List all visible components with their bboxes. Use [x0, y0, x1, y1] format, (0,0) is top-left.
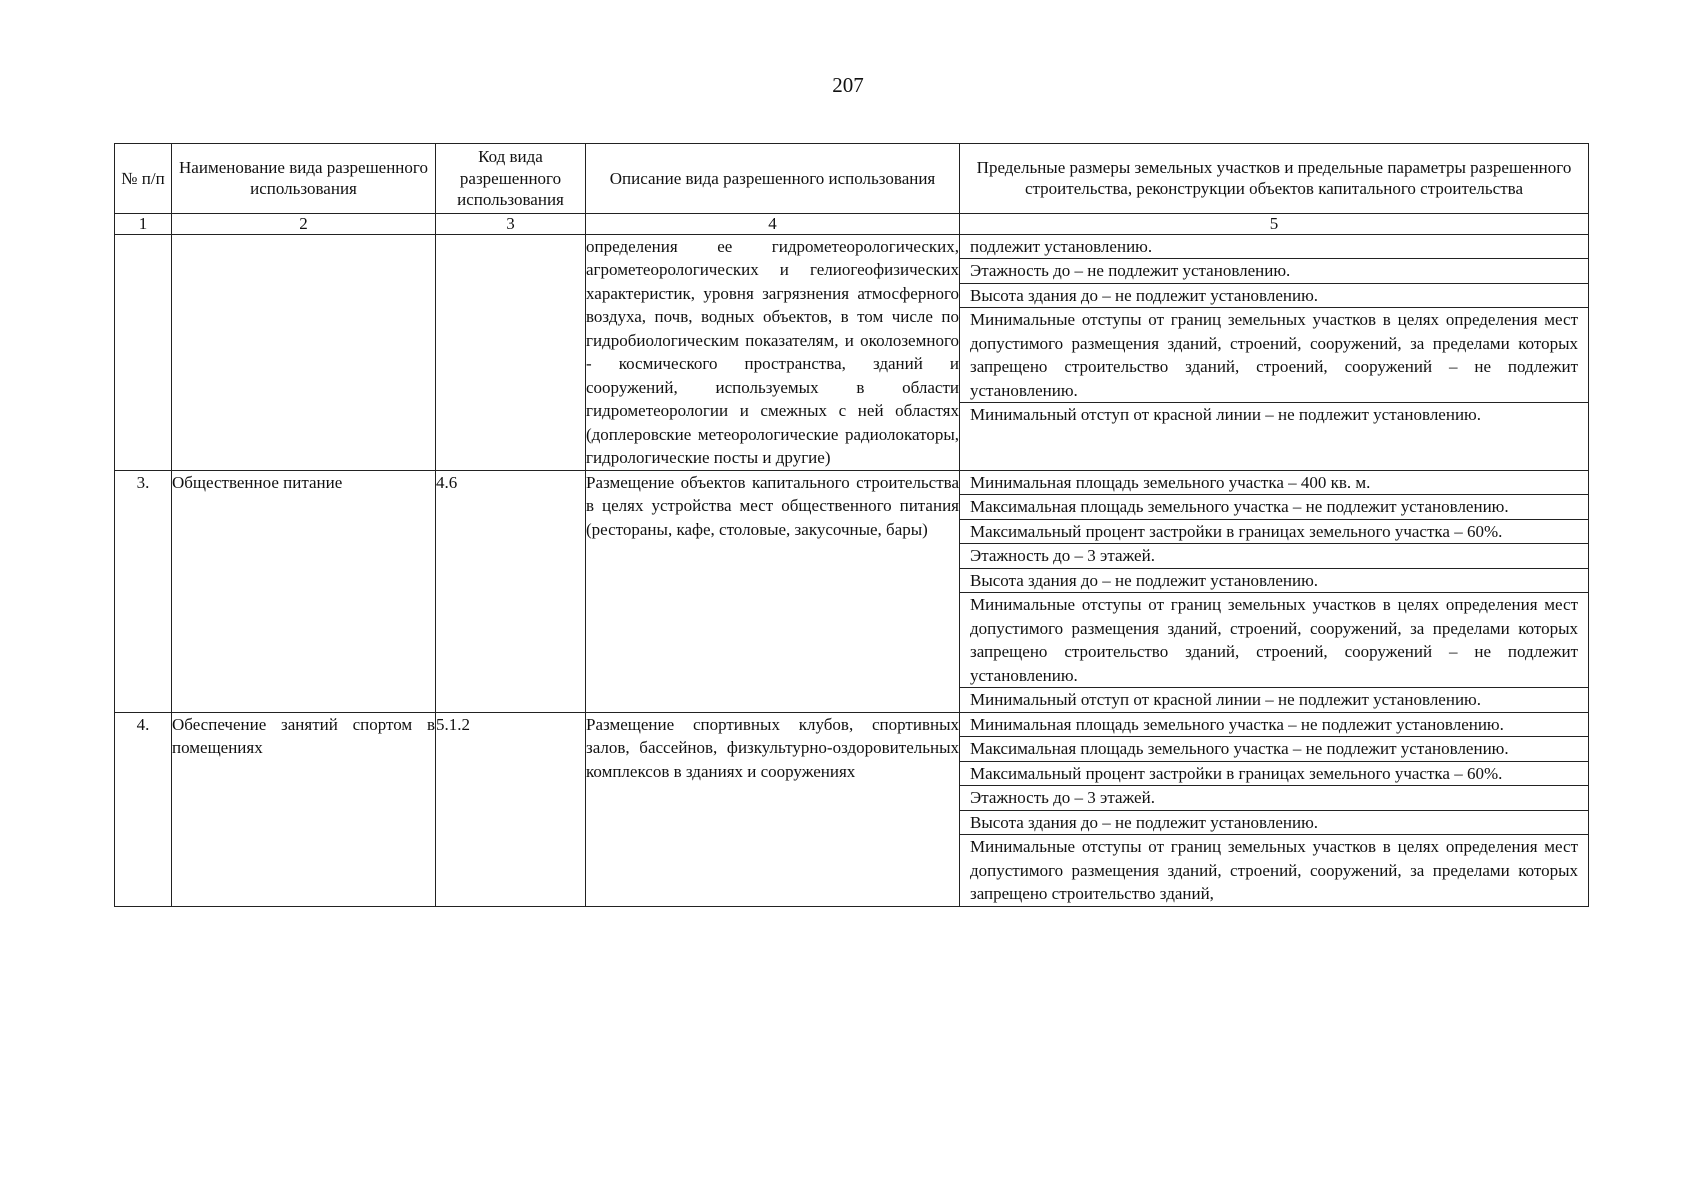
- limit-item: Максимальный процент застройки в границах земельного участка – 60%.: [960, 520, 1588, 545]
- column-number: 3: [436, 213, 586, 234]
- limit-item: Высота здания до – не подлежит установлению.: [960, 811, 1588, 836]
- regulations-table: [114, 143, 1589, 907]
- use-code: [436, 234, 586, 470]
- header-limits: Предельные размеры земельных участков и предельные параметры разрешенного строительства, реконструкции объектов капитального строительства: [960, 144, 1589, 214]
- table-row: [115, 234, 1589, 470]
- use-name: Общественное питание: [172, 470, 436, 712]
- use-description: определения ее гидрометеорологических, агрометеорологических и гелиогеофизических характеристик, уровня загрязнения атмосферного воздуха, почв, водных объектов, в том числе по гидробиологическим показателям, и околоземного - космического пространства, зданий и сооружений, используемых в области гидрометеорологии и смежных с ней областях (доплеровские метеорологические радиолокаторы, гидрологические посты и другие): [586, 234, 960, 470]
- column-number: 5: [960, 213, 1589, 234]
- header-use-name: Наименование вида разрешенного использования: [172, 144, 436, 214]
- row-number: 4.: [115, 712, 172, 906]
- limit-item: Минимальный отступ от красной линии – не подлежит установлению.: [970, 690, 1481, 709]
- table-row: [115, 470, 1589, 712]
- header-use-code: Код вида разрешенного использования: [436, 144, 586, 214]
- limits-cell: [960, 470, 1589, 712]
- limit-item: Минимальная площадь земельного участка – 400 кв. м.: [960, 471, 1588, 496]
- use-code: 5.1.2: [436, 712, 586, 906]
- limit-item: Высота здания до – не подлежит установлению.: [960, 569, 1588, 594]
- column-number: 1: [115, 213, 172, 234]
- use-name: [172, 234, 436, 470]
- header-use-description: Описание вида разрешенного использования: [586, 144, 960, 214]
- table-row: [115, 712, 1589, 906]
- limit-item: Минимальная площадь земельного участка – не подлежит установлению.: [960, 713, 1588, 738]
- limit-item: Минимальные отступы от границ земельных участков в целях определения мест допустимого размещения зданий, строений, сооружений, за пределами которых запрещено строительство зданий, строений, сооружений – не подлежит установлению.: [960, 593, 1588, 688]
- table-header-row: [115, 144, 1589, 214]
- limit-item: Этажность до – не подлежит установлению.: [960, 259, 1588, 284]
- limit-item: Минимальный отступ от красной линии – не подлежит установлению.: [970, 405, 1481, 424]
- limit-item: Максимальная площадь земельного участка – не подлежит установлению.: [960, 737, 1588, 762]
- limit-item: Минимальные отступы от границ земельных участков в целях определения мест допустимого размещения зданий, строений, сооружений, за пределами которых запрещено строительство зданий,: [970, 837, 1578, 903]
- limits-cell: [960, 234, 1589, 470]
- column-number: 2: [172, 213, 436, 234]
- row-number: 3.: [115, 470, 172, 712]
- column-number: 4: [586, 213, 960, 234]
- limit-item: Минимальные отступы от границ земельных участков в целях определения мест допустимого размещения зданий, строений, сооружений, за пределами которых запрещено строительство зданий, строений, сооружений – не подлежит установлению.: [960, 308, 1588, 403]
- row-number: [115, 234, 172, 470]
- page-number: 207: [832, 73, 864, 97]
- limit-item: подлежит установлению.: [960, 235, 1588, 260]
- use-description: Размещение объектов капитального строительства в целях устройства мест общественного питания (рестораны, кафе, столовые, закусочные, бары): [586, 470, 960, 712]
- use-name: Обеспечение занятий спортом в помещениях: [172, 712, 436, 906]
- limits-cell: [960, 712, 1589, 906]
- limit-item: Высота здания до – не подлежит установлению.: [960, 284, 1588, 309]
- limit-item: Максимальная площадь земельного участка – не подлежит установлению.: [960, 495, 1588, 520]
- use-code: 4.6: [436, 470, 586, 712]
- limit-item: Этажность до – 3 этажей.: [960, 544, 1588, 569]
- limit-item: Максимальный процент застройки в границах земельного участка – 60%.: [960, 762, 1588, 787]
- use-description: Размещение спортивных клубов, спортивных залов, бассейнов, физкультурно-оздоровительных комплексов в зданиях и сооружениях: [586, 712, 960, 906]
- header-number: № п/п: [115, 144, 172, 214]
- column-number-row: [115, 213, 1589, 234]
- limit-item: Этажность до – 3 этажей.: [960, 786, 1588, 811]
